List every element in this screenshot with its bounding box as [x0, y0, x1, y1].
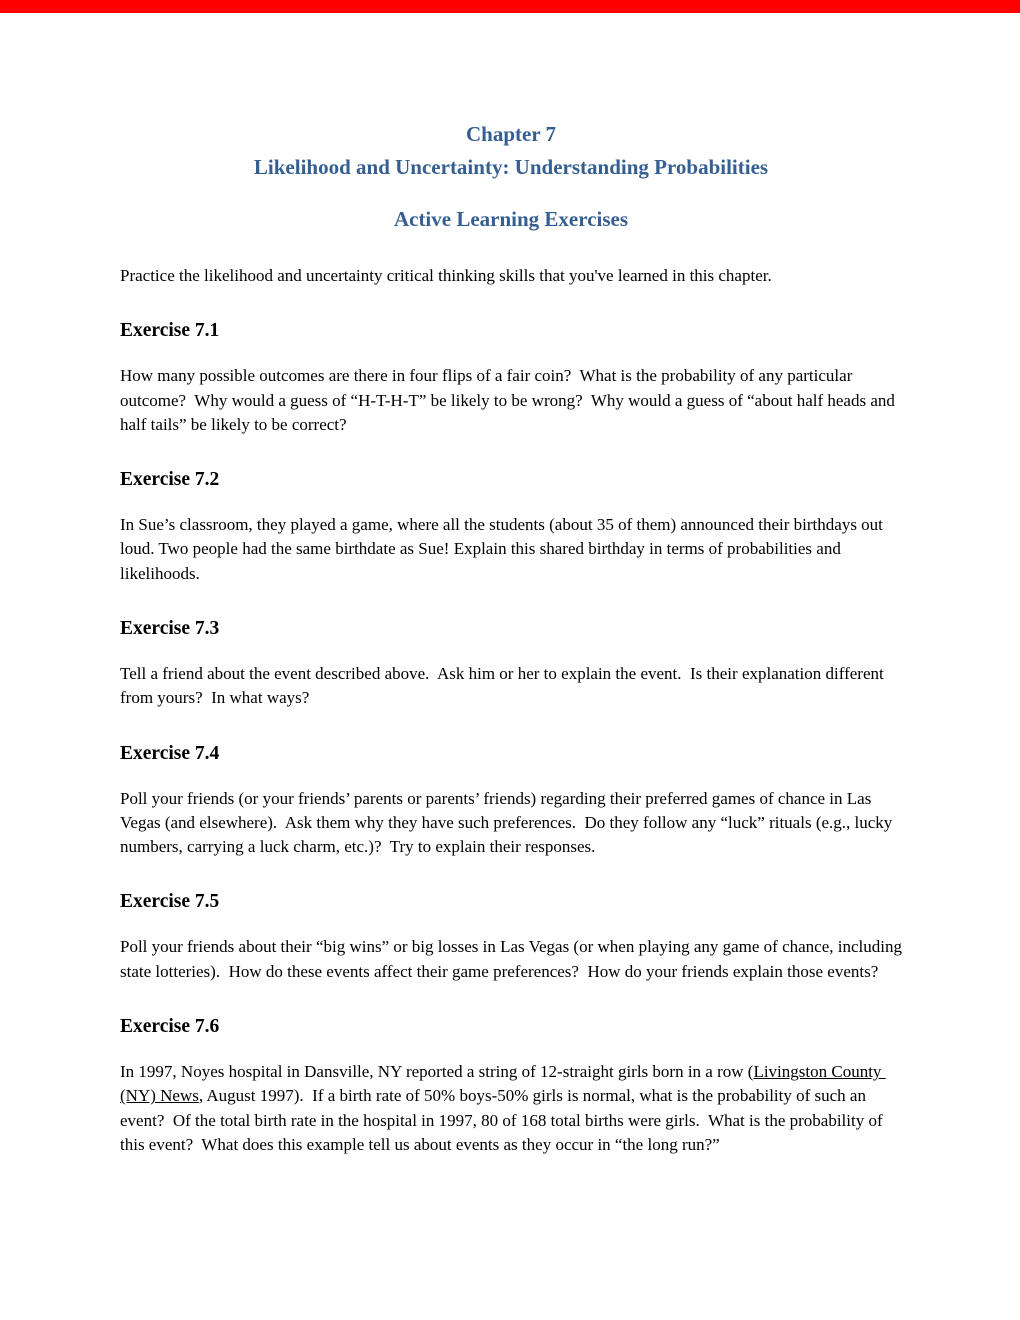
exercise-7-6-body-pre: In 1997, Noyes hospital in Dansville, NY reported a string of 12-straight girls born in a row (: [120, 1062, 754, 1082]
citation-newspaper-name: Livingston County (NY) News: [120, 1062, 886, 1106]
exercise-7-5-heading: Exercise 7.5: [120, 891, 220, 913]
chapter-title-line2: Likelihood and Uncertainty: Understanding Probabilities: [253, 154, 769, 179]
chapter-title-line1: Chapter 7: [465, 122, 557, 146]
chapter-title: [120, 118, 902, 183]
exercise-7-2-body: In Sue’s classroom, they played a game, where all the students (about 35 of them) announced their birthdays out loud. Two people had the same birthdate as Sue! Explain this shared birthday in terms of probabilities and likelihoods.: [120, 515, 888, 583]
exercise-7-6-body: [120, 1060, 902, 1157]
exercise-7-2-heading: Exercise 7.2: [120, 469, 220, 491]
exercise-7-5-body: Poll your friends about their “big wins” or big losses in Las Vegas (or when playing any game of chance, including state lotteries). How do these events affect their game preferences? How do your friends explain those events?: [120, 937, 907, 981]
exercise-7-3-body: Tell a friend about the event described above. Ask him or her to explain the event. Is their explanation different from yours? In what ways?: [120, 664, 888, 708]
exercise-7-4-heading: Exercise 7.4: [120, 742, 220, 764]
exercise-7-6-heading: Exercise 7.6: [120, 1016, 220, 1038]
exercise-7-3-heading: Exercise 7.3: [120, 618, 220, 639]
exercise-7-6-body-post: , August 1997). If a birth rate of 50% boys-50% girls is normal, what is the probability of such an event? Of the total birth rate in the hospital in 1997, 80 of 168 total births were girls. What is the probability of this event? What does this example tell us about events as they occur in “the long run?”: [120, 1086, 887, 1154]
intro-paragraph: Practice the likelihood and uncertainty critical thinking skills that you've learned in this chapter.: [120, 266, 772, 286]
exercise-7-4-body: Poll your friends (or your friends’ parents or parents’ friends) regarding their preferred games of chance in Las Vegas (and elsewhere). Ask them why they have such preferences. Do they follow any “luck” rituals (e.g., lucky numbers, carrying a luck charm, etc.)? Try to explain their responses.: [120, 788, 897, 857]
exercise-7-1-body: How many possible outcomes are there in four flips of a fair coin? What is the probability of any particular outcome? Why would a guess of “H-T-H-T” be likely to be wrong? Why would a guess of “about half heads and half tails” be likely to be correct?: [120, 366, 900, 434]
page-top-accent-bar: [0, 0, 1020, 13]
document-subtitle: Active Learning Exercises: [393, 207, 629, 232]
exercise-7-1-heading: Exercise 7.1: [120, 320, 220, 342]
document-page: [120, 118, 907, 1157]
